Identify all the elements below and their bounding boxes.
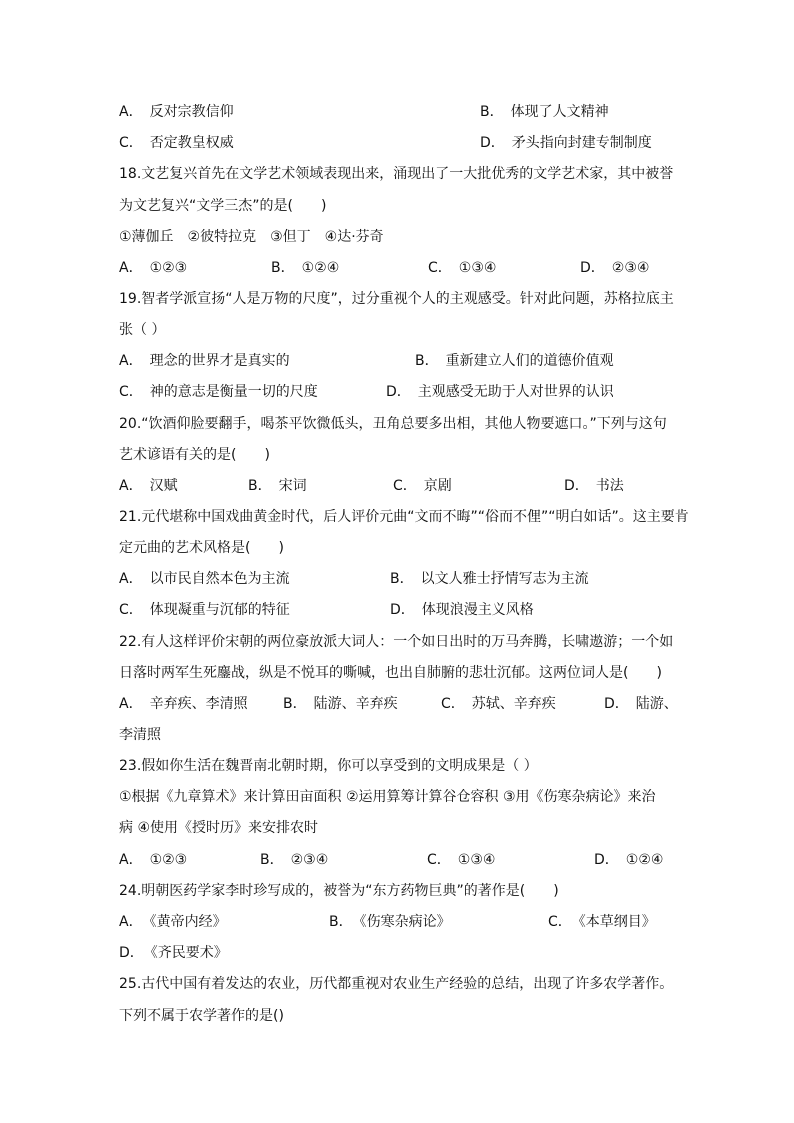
q19-option-d[interactable]: D． 主观感受无助于人对世界的认识 — [386, 384, 614, 400]
q21-option-a[interactable]: A． 以市民自然本色为主流 — [119, 571, 290, 587]
q21-stem-line1: 21.元代堪称中国戏曲黄金时代，后人评价元曲“文而不晦”“俗而不俚”“明白如话”。这主要肯 — [119, 509, 689, 525]
q22-stem-line1: 22.有人这样评价宋朝的两位豪放派大词人：一个如日出时的万马奔腾，长啸遨游；一个如 — [119, 634, 674, 650]
q17-option-a[interactable]: A． 反对宗教信仰 — [119, 104, 234, 120]
q22-option-b[interactable]: B． 陆游、辛弃疾 — [283, 696, 398, 712]
q19-option-b[interactable]: B． 重新建立人们的道德价值观 — [415, 353, 614, 369]
q19-stem-line1: 19.智者学派宣扬“人是万物的尺度”，过分重视个人的主观感受。针对此问题，苏格拉底主 — [119, 291, 674, 307]
q22-option-d[interactable]: D． 陆游、 — [604, 696, 678, 712]
q22-stem-line2: 日落时两军生死鏖战，纵是不悦耳的嘶喊，也出自肺腑的悲壮沉郁。这两位词人是( ) — [119, 665, 662, 681]
q23-option-d[interactable]: D． ①②④ — [594, 852, 664, 868]
q17-option-d[interactable]: D． 矛头指向封建专制制度 — [480, 135, 652, 151]
q17-option-b[interactable]: B． 体现了人文精神 — [480, 104, 609, 120]
q18-option-a[interactable]: A． ①②③ — [119, 260, 188, 276]
q23-stem: 23.假如你生活在魏晋南北朝时期，你可以享受到的文明成果是（ ） — [119, 758, 538, 774]
q24-option-d[interactable]: D． 《齐民要术》 — [119, 945, 228, 961]
q21-stem-line2: 定元曲的艺术风格是( ) — [119, 540, 284, 556]
q20-option-d[interactable]: D． 书法 — [564, 478, 624, 494]
q20-stem-line2: 艺术谚语有关的是( ) — [119, 447, 270, 463]
q23-option-a[interactable]: A． ①②③ — [119, 852, 188, 868]
q20-option-b[interactable]: B． 宋词 — [248, 478, 307, 494]
q19-option-c[interactable]: C． 神的意志是衡量一切的尺度 — [119, 384, 318, 400]
q22-option-d-continued: 李清照 — [119, 727, 161, 743]
q25-stem-line1: 25.古代中国有着发达的农业，历代都重视对农业生产经验的总结，出现了许多农学著作。 — [119, 976, 674, 992]
q21-option-b[interactable]: B． 以文人雅士抒情写志为主流 — [390, 571, 589, 587]
q18-option-d[interactable]: D． ②③④ — [580, 260, 650, 276]
q25-stem-line2: 下列不属于农学著作的是() — [119, 1008, 284, 1024]
q19-option-a[interactable]: A． 理念的世界才是真实的 — [119, 353, 290, 369]
q21-option-c[interactable]: C． 体现凝重与沉郁的特征 — [119, 602, 290, 618]
q22-option-c[interactable]: C． 苏轼、辛弃疾 — [441, 696, 556, 712]
q23-option-c[interactable]: C． ①③④ — [427, 852, 496, 868]
q24-option-b[interactable]: B． 《伤寒杂病论》 — [329, 914, 451, 930]
q18-option-b[interactable]: B． ①②④ — [271, 260, 340, 276]
q24-option-a[interactable]: A． 《黄帝内经》 — [119, 914, 227, 930]
q24-option-c[interactable]: C． 《本草纲目》 — [548, 914, 656, 930]
q18-option-c[interactable]: C． ①③④ — [428, 260, 497, 276]
q20-option-a[interactable]: A． 汉赋 — [119, 478, 178, 494]
q21-option-d[interactable]: D． 体现浪漫主义风格 — [390, 602, 534, 618]
q20-option-c[interactable]: C． 京剧 — [393, 478, 452, 494]
q19-stem-line2: 张（ ） — [119, 322, 166, 338]
q22-option-a[interactable]: A． 辛弃疾、李清照 — [119, 696, 248, 712]
q20-stem-line1: 20.“饮酒仰脸要翻手，喝茶平饮微低头，丑角总要多出相，其他人物要遮口。”下列与这句 — [119, 416, 667, 432]
q23-items-line1: ①根据《九章算术》来计算田亩面积 ②运用算筹计算谷仓容积 ③用《伤寒杂病论》来治 — [119, 789, 656, 805]
q18-items: ①薄伽丘 ②彼特拉克 ③但丁 ④达·芬奇 — [119, 229, 384, 245]
q23-items-line2: 病 ④使用《授时历》来安排农时 — [119, 820, 319, 836]
q23-option-b[interactable]: B． ②③④ — [260, 852, 329, 868]
q18-stem-line1: 18.文艺复兴首先在文学艺术领域表现出来，涌现出了一大批优秀的文学艺术家，其中被誉 — [119, 166, 674, 182]
q17-option-c[interactable]: C． 否定教皇权威 — [119, 135, 234, 151]
q24-stem: 24.明朝医药学家李时珍写成的，被誉为“东方药物巨典”的著作是( ) — [119, 883, 559, 899]
q18-stem-line2: 为文艺复兴“文学三杰”的是( ) — [119, 198, 327, 214]
